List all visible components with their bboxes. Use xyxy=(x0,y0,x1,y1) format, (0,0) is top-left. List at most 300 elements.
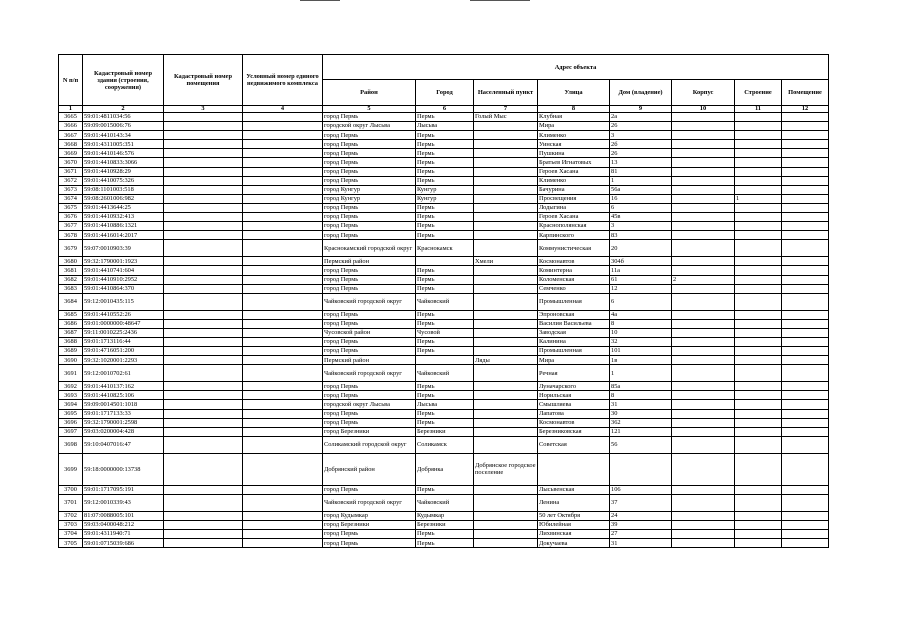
premises-cell xyxy=(782,391,829,400)
structure-cell xyxy=(735,275,782,284)
conditional-number-cell xyxy=(243,194,323,203)
settlement-cell xyxy=(474,337,538,346)
col-cad-room-header: Кадастровый номер помещения xyxy=(164,55,243,106)
settlement-cell xyxy=(474,310,538,319)
conditional-number-cell xyxy=(243,310,323,319)
cadastral-number-cell: 59:01:4410075:326 xyxy=(83,176,164,185)
district-cell: город Пермь xyxy=(323,347,416,356)
table-row xyxy=(59,293,829,310)
district-cell: Чайковский городской округ xyxy=(323,494,416,511)
structure-cell xyxy=(735,213,782,222)
premises-cell xyxy=(782,365,829,382)
structure-cell xyxy=(735,409,782,418)
row-number: 3699 xyxy=(59,453,83,485)
district-cell: город Пермь xyxy=(323,337,416,346)
column-number: 11 xyxy=(735,106,782,113)
settlement-cell xyxy=(474,149,538,158)
building-cell xyxy=(672,418,735,427)
col-cad-building-header: Кадастровый номер здания (строения, сооружения) xyxy=(83,55,164,106)
premises-cell xyxy=(782,222,829,231)
cadastral-number-cell: 59:11:0010225:2436 xyxy=(83,328,164,337)
settlement-cell xyxy=(474,494,538,511)
settlement-cell xyxy=(474,382,538,391)
district-cell: город Кунгур xyxy=(323,185,416,194)
building-cell xyxy=(672,284,735,293)
cadastral-number-cell: 59:01:0000000:48647 xyxy=(83,319,164,328)
district-cell: город Пермь xyxy=(323,275,416,284)
cadastral-room-cell xyxy=(164,328,243,337)
cadastral-room-cell xyxy=(164,382,243,391)
cadastral-number-cell: 59:01:4410928:29 xyxy=(83,167,164,176)
building-cell xyxy=(672,521,735,530)
settlement-cell xyxy=(474,194,538,203)
street-cell: Коминтерна xyxy=(538,266,610,275)
premises-cell xyxy=(782,530,829,539)
cadastral-number-cell: 59:01:4811034:56 xyxy=(83,113,164,122)
building-cell xyxy=(672,427,735,436)
street-cell xyxy=(538,453,610,485)
city-cell: Березники xyxy=(416,521,474,530)
city-cell: Пермь xyxy=(416,113,474,122)
table-row xyxy=(59,158,829,167)
district-cell: город Пермь xyxy=(323,213,416,222)
table-row xyxy=(59,347,829,356)
building-cell xyxy=(672,122,735,131)
conditional-number-cell xyxy=(243,222,323,231)
cadastral-room-cell xyxy=(164,347,243,356)
settlement-cell xyxy=(474,319,538,328)
cadastral-room-cell xyxy=(164,409,243,418)
objects-table xyxy=(58,54,829,548)
col-settlement-header: Населенный пункт xyxy=(474,80,538,106)
settlement-cell xyxy=(474,176,538,185)
settlement-cell xyxy=(474,275,538,284)
table-row xyxy=(59,203,829,212)
table-row xyxy=(59,194,829,203)
column-number: 4 xyxy=(243,106,323,113)
district-cell: город Пермь xyxy=(323,310,416,319)
conditional-number-cell xyxy=(243,113,323,122)
cadastral-number-cell: 81:07:0088005:101 xyxy=(83,511,164,520)
city-cell: Пермь xyxy=(416,158,474,167)
conditional-number-cell xyxy=(243,365,323,382)
row-number: 3694 xyxy=(59,400,83,409)
settlement-cell xyxy=(474,365,538,382)
row-number: 3669 xyxy=(59,149,83,158)
cadastral-room-cell xyxy=(164,365,243,382)
structure-cell xyxy=(735,240,782,257)
structure-cell xyxy=(735,391,782,400)
structure-cell xyxy=(735,149,782,158)
district-cell: Чайковский городской округ xyxy=(323,365,416,382)
structure-cell xyxy=(735,400,782,409)
col-premises-header: Помещение xyxy=(782,80,829,106)
premises-cell xyxy=(782,328,829,337)
city-cell: Чайковский xyxy=(416,293,474,310)
structure-cell xyxy=(735,319,782,328)
street-cell: Лодыгина xyxy=(538,203,610,212)
street-cell: Лихвинская xyxy=(538,530,610,539)
cadastral-number-cell: 59:01:4410825:106 xyxy=(83,391,164,400)
district-cell: Пермский район xyxy=(323,257,416,266)
conditional-number-cell xyxy=(243,213,323,222)
building-cell xyxy=(672,231,735,240)
house-cell: 27 xyxy=(610,530,672,539)
table-row xyxy=(59,176,829,185)
cadastral-number-cell: 59:03:0400048:212 xyxy=(83,521,164,530)
street-cell: Просвещения xyxy=(538,194,610,203)
building-cell xyxy=(672,310,735,319)
cadastral-room-cell xyxy=(164,167,243,176)
house-cell: 8 xyxy=(610,319,672,328)
conditional-number-cell xyxy=(243,347,323,356)
street-cell: Клименко xyxy=(538,131,610,140)
table-row xyxy=(59,275,829,284)
column-number: 10 xyxy=(672,106,735,113)
district-cell: город Пермь xyxy=(323,319,416,328)
settlement-cell xyxy=(474,185,538,194)
table-row xyxy=(59,356,829,365)
conditional-number-cell xyxy=(243,453,323,485)
structure-cell: 1 xyxy=(735,194,782,203)
street-cell: Уинская xyxy=(538,140,610,149)
cadastral-number-cell: 59:01:4410886:1321 xyxy=(83,222,164,231)
cadastral-room-cell xyxy=(164,266,243,275)
row-number: 3690 xyxy=(59,356,83,365)
premises-cell xyxy=(782,113,829,122)
structure-cell xyxy=(735,427,782,436)
premises-cell xyxy=(782,418,829,427)
premises-cell xyxy=(782,293,829,310)
row-number: 3685 xyxy=(59,310,83,319)
cadastral-number-cell: 59:09:0014501:1018 xyxy=(83,400,164,409)
premises-cell xyxy=(782,140,829,149)
street-cell: Промышленная xyxy=(538,347,610,356)
city-cell xyxy=(416,356,474,365)
street-cell: Луначарского xyxy=(538,382,610,391)
column-number: 12 xyxy=(782,106,829,113)
settlement-cell xyxy=(474,293,538,310)
premises-cell xyxy=(782,203,829,212)
premises-cell xyxy=(782,266,829,275)
column-number: 5 xyxy=(323,106,416,113)
district-cell: Пермский район xyxy=(323,356,416,365)
column-number: 1 xyxy=(59,106,83,113)
cadastral-number-cell: 59:01:4410137:162 xyxy=(83,382,164,391)
house-cell: 1 xyxy=(610,176,672,185)
city-cell: Пермь xyxy=(416,337,474,346)
premises-cell xyxy=(782,494,829,511)
building-cell xyxy=(672,382,735,391)
settlement-cell xyxy=(474,418,538,427)
cadastral-room-cell xyxy=(164,539,243,548)
house-cell: 6 xyxy=(610,203,672,212)
house-cell: 106 xyxy=(610,485,672,494)
cadastral-room-cell xyxy=(164,511,243,520)
conditional-number-cell xyxy=(243,266,323,275)
conditional-number-cell xyxy=(243,158,323,167)
cadastral-room-cell xyxy=(164,436,243,453)
structure-cell xyxy=(735,356,782,365)
structure-cell xyxy=(735,310,782,319)
cadastral-room-cell xyxy=(164,240,243,257)
conditional-number-cell xyxy=(243,539,323,548)
table-row xyxy=(59,310,829,319)
col-cond-num-header: Условный номер единого недвижимого комплекса xyxy=(243,55,323,106)
house-cell: 4а xyxy=(610,310,672,319)
conditional-number-cell xyxy=(243,494,323,511)
city-cell: Пермь xyxy=(416,409,474,418)
street-cell: Семченко xyxy=(538,284,610,293)
house-cell: 304б xyxy=(610,257,672,266)
row-number: 3696 xyxy=(59,418,83,427)
row-number: 3692 xyxy=(59,382,83,391)
district-cell: город Пермь xyxy=(323,409,416,418)
building-cell xyxy=(672,400,735,409)
building-cell xyxy=(672,356,735,365)
premises-cell xyxy=(782,231,829,240)
settlement-cell xyxy=(474,203,538,212)
settlement-cell xyxy=(474,240,538,257)
premises-cell xyxy=(782,319,829,328)
cadastral-number-cell: 59:01:1713116:44 xyxy=(83,337,164,346)
conditional-number-cell xyxy=(243,356,323,365)
table-row xyxy=(59,328,829,337)
city-cell: Пермь xyxy=(416,539,474,548)
settlement-cell xyxy=(474,539,538,548)
cadastral-number-cell: 59:12:0010702:61 xyxy=(83,365,164,382)
conditional-number-cell xyxy=(243,418,323,427)
table-row xyxy=(59,240,829,257)
house-cell: 16 xyxy=(610,194,672,203)
district-cell: город Пермь xyxy=(323,176,416,185)
structure-cell xyxy=(735,257,782,266)
district-cell: город Кунгур xyxy=(323,194,416,203)
settlement-cell xyxy=(474,266,538,275)
conditional-number-cell xyxy=(243,257,323,266)
conditional-number-cell xyxy=(243,131,323,140)
table-row xyxy=(59,539,829,548)
street-cell: Норильская xyxy=(538,391,610,400)
district-cell: Краснокамский городской округ xyxy=(323,240,416,257)
house-cell xyxy=(610,453,672,485)
conditional-number-cell xyxy=(243,409,323,418)
row-number: 3700 xyxy=(59,485,83,494)
settlement-cell xyxy=(474,158,538,167)
structure-cell xyxy=(735,176,782,185)
settlement-cell xyxy=(474,409,538,418)
city-cell: Пермь xyxy=(416,140,474,149)
street-cell: Бачурина xyxy=(538,185,610,194)
district-cell: Чусовской район xyxy=(323,328,416,337)
settlement-cell xyxy=(474,284,538,293)
house-cell: 81 xyxy=(610,167,672,176)
row-number: 3666 xyxy=(59,122,83,131)
conditional-number-cell xyxy=(243,391,323,400)
city-cell: Березники xyxy=(416,427,474,436)
structure-cell xyxy=(735,328,782,337)
structure-cell xyxy=(735,222,782,231)
row-number: 3679 xyxy=(59,240,83,257)
row-number: 3702 xyxy=(59,511,83,520)
conditional-number-cell xyxy=(243,149,323,158)
structure-cell xyxy=(735,167,782,176)
cadastral-room-cell xyxy=(164,418,243,427)
conditional-number-cell xyxy=(243,176,323,185)
district-cell: город Пермь xyxy=(323,391,416,400)
street-cell: Пушкина xyxy=(538,149,610,158)
city-cell: Чайковский xyxy=(416,494,474,511)
district-cell: город Пермь xyxy=(323,485,416,494)
house-cell: 8 xyxy=(610,391,672,400)
row-number: 3686 xyxy=(59,319,83,328)
premises-cell xyxy=(782,213,829,222)
house-cell: 2а xyxy=(610,113,672,122)
conditional-number-cell xyxy=(243,185,323,194)
street-cell: Смышляева xyxy=(538,400,610,409)
structure-cell xyxy=(735,485,782,494)
structure-cell xyxy=(735,203,782,212)
column-number-row xyxy=(59,106,829,113)
city-cell: Пермь xyxy=(416,231,474,240)
house-cell: 31 xyxy=(610,400,672,409)
scan-edge-mark xyxy=(470,0,530,1)
street-cell: Василия Васильева xyxy=(538,319,610,328)
table-row xyxy=(59,266,829,275)
house-cell: 11а xyxy=(610,266,672,275)
row-number: 3693 xyxy=(59,391,83,400)
house-cell: 101 xyxy=(610,347,672,356)
house-cell: 2б xyxy=(610,140,672,149)
building-cell xyxy=(672,213,735,222)
row-number: 3689 xyxy=(59,347,83,356)
street-cell: Героев Хасана xyxy=(538,167,610,176)
street-cell: Лысьвенская xyxy=(538,485,610,494)
conditional-number-cell xyxy=(243,122,323,131)
settlement-cell xyxy=(474,347,538,356)
city-cell: Пермь xyxy=(416,485,474,494)
table-row xyxy=(59,113,829,122)
house-cell: 56 xyxy=(610,436,672,453)
row-number: 3667 xyxy=(59,131,83,140)
building-cell xyxy=(672,113,735,122)
premises-cell xyxy=(782,310,829,319)
house-cell: 20 xyxy=(610,240,672,257)
conditional-number-cell xyxy=(243,240,323,257)
column-number: 2 xyxy=(83,106,164,113)
house-cell: 83 xyxy=(610,231,672,240)
house-cell: 61 xyxy=(610,275,672,284)
settlement-cell xyxy=(474,122,538,131)
city-cell: Пермь xyxy=(416,167,474,176)
structure-cell xyxy=(735,347,782,356)
district-cell: город Пермь xyxy=(323,167,416,176)
structure-cell xyxy=(735,113,782,122)
conditional-number-cell xyxy=(243,319,323,328)
row-number: 3668 xyxy=(59,140,83,149)
row-number: 3670 xyxy=(59,158,83,167)
cadastral-number-cell: 59:01:4311005:351 xyxy=(83,140,164,149)
city-cell: Пермь xyxy=(416,149,474,158)
premises-cell xyxy=(782,400,829,409)
row-number: 3678 xyxy=(59,231,83,240)
cadastral-room-cell xyxy=(164,176,243,185)
structure-cell xyxy=(735,293,782,310)
premises-cell xyxy=(782,275,829,284)
street-cell: Березниковская xyxy=(538,427,610,436)
table-row xyxy=(59,231,829,240)
row-number: 3687 xyxy=(59,328,83,337)
register-page xyxy=(58,54,828,548)
row-number: 3677 xyxy=(59,222,83,231)
conditional-number-cell xyxy=(243,167,323,176)
cadastral-room-cell xyxy=(164,231,243,240)
premises-cell xyxy=(782,436,829,453)
cadastral-room-cell xyxy=(164,149,243,158)
cadastral-number-cell: 59:08:1101003:518 xyxy=(83,185,164,194)
conditional-number-cell xyxy=(243,203,323,212)
district-cell: Соликамский городской округ xyxy=(323,436,416,453)
premises-cell xyxy=(782,337,829,346)
settlement-cell xyxy=(474,485,538,494)
column-number: 7 xyxy=(474,106,538,113)
cadastral-room-cell xyxy=(164,521,243,530)
house-cell: 30 xyxy=(610,409,672,418)
city-cell: Краснокамск xyxy=(416,240,474,257)
table-row xyxy=(59,284,829,293)
city-cell: Лысьва xyxy=(416,400,474,409)
cadastral-number-cell: 59:32:1790001:2598 xyxy=(83,418,164,427)
building-cell xyxy=(672,453,735,485)
street-cell: Клименко xyxy=(538,176,610,185)
premises-cell xyxy=(782,521,829,530)
cadastral-room-cell xyxy=(164,337,243,346)
cadastral-room-cell xyxy=(164,131,243,140)
district-cell: Чайковский городской округ xyxy=(323,293,416,310)
settlement-cell: Хмели xyxy=(474,257,538,266)
premises-cell xyxy=(782,539,829,548)
building-cell xyxy=(672,131,735,140)
conditional-number-cell xyxy=(243,521,323,530)
settlement-cell xyxy=(474,131,538,140)
district-cell: город Пермь xyxy=(323,266,416,275)
city-cell: Пермь xyxy=(416,391,474,400)
cadastral-number-cell: 59:01:4410932:413 xyxy=(83,213,164,222)
city-cell: Пермь xyxy=(416,176,474,185)
building-cell xyxy=(672,436,735,453)
col-structure-header: Строение xyxy=(735,80,782,106)
house-cell: 39 xyxy=(610,521,672,530)
street-cell: 50 лет Октября xyxy=(538,511,610,520)
house-cell: 32 xyxy=(610,337,672,346)
structure-cell xyxy=(735,185,782,194)
cadastral-room-cell xyxy=(164,427,243,436)
cadastral-number-cell: 59:01:4410143:34 xyxy=(83,131,164,140)
address-group-header: Адрес объекта xyxy=(323,55,829,80)
city-cell: Добрянка xyxy=(416,453,474,485)
city-cell: Чусовой xyxy=(416,328,474,337)
settlement-cell xyxy=(474,231,538,240)
building-cell xyxy=(672,167,735,176)
table-row xyxy=(59,149,829,158)
table-row xyxy=(59,122,829,131)
scan-edge-mark xyxy=(300,0,340,1)
city-cell: Пермь xyxy=(416,266,474,275)
house-cell: 121 xyxy=(610,427,672,436)
settlement-cell xyxy=(474,427,538,436)
row-number: 3684 xyxy=(59,293,83,310)
building-cell xyxy=(672,222,735,231)
